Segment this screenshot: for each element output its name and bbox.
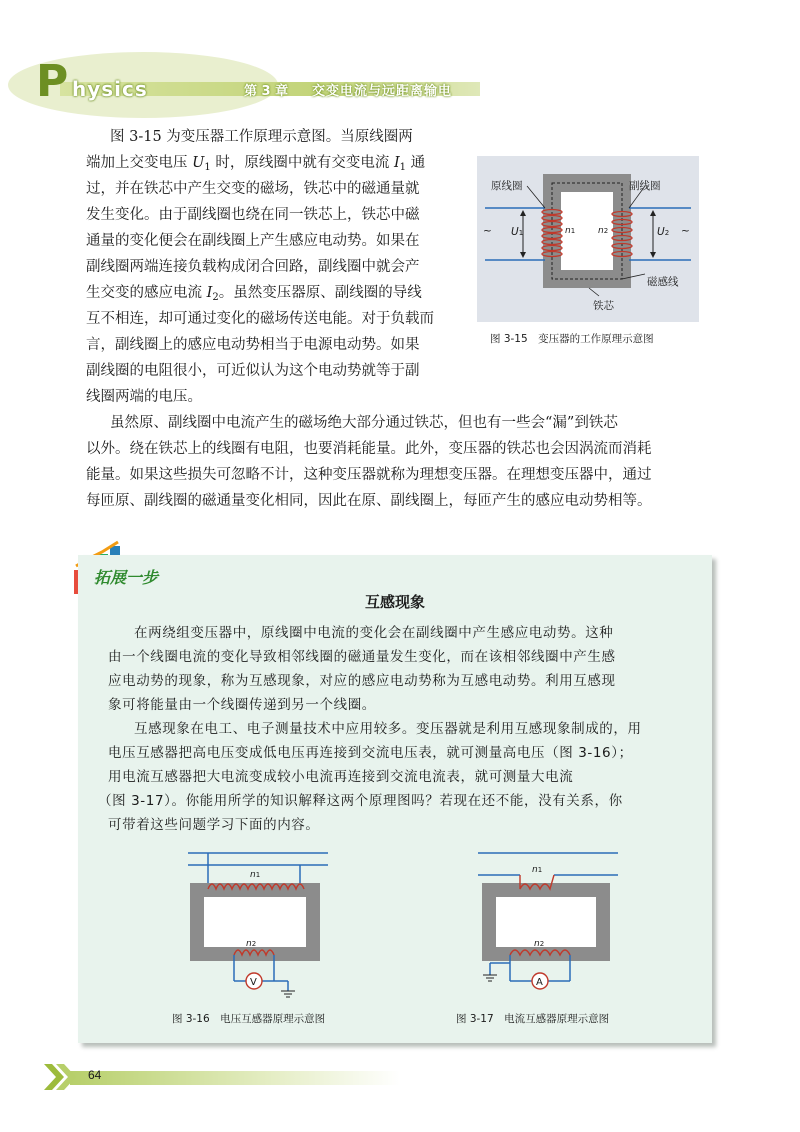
page-number: 64 (88, 1068, 102, 1082)
p1-line-1: 图 3-15 为变压器工作原理示意图。当原线圈两 (110, 129, 413, 145)
p2-line-4: 每匝原、副线圈的磁通量变化相同，因此在原、副线圈上，每匝产生的感应电动势相等。 (86, 493, 652, 509)
fig16-n1: n1 (250, 870, 261, 880)
header-logo-initial: P (36, 56, 69, 107)
label-n2: n2 (598, 226, 609, 236)
tilde-right: ~ (681, 225, 690, 237)
p2-line-3: 能量。如果这些损失可忽略不计，这种变压器就称为理想变压器。在理想变压器中，通过 (86, 467, 652, 483)
p1-line-3: 过，并在铁芯中产生交变的磁场，铁芯中的磁通量就 (86, 181, 420, 197)
label-u1: U1 (511, 226, 524, 238)
figure-3-15 (477, 156, 699, 322)
tilde-left: ~ (483, 225, 492, 237)
p1-line-2: 端加上交变电压 $U_1$ 时，原线圈中就有交变电流 $I_1$ 通 (86, 155, 426, 173)
figure-3-17-diagram (468, 845, 628, 1005)
u2-arrow-head-top (650, 210, 656, 216)
p1-line-4: 发生变化。由于副线圈也绕在同一铁芯上，铁芯中磁 (86, 207, 420, 223)
u1-arrow-head-top (520, 210, 526, 216)
u2-arrow-head-bottom (650, 252, 656, 258)
label-core: 铁芯 (593, 300, 614, 312)
ext-line-9: 可带着这些问题学习下面的内容。 (108, 817, 320, 833)
footer-chevrons-icon (44, 1064, 80, 1090)
figure-3-17-caption: 图 3-17 电流互感器原理示意图 (456, 1013, 610, 1025)
p1-line-11: 线圈两端的电压。 (86, 389, 202, 405)
p1-line-7: 生交变的感应电流 $I_2$。虽然变压器原、副线圈的导线 (86, 285, 422, 303)
label-u2: U2 (657, 226, 670, 238)
footer-bar (70, 1071, 400, 1085)
fig17-n1: n1 (532, 865, 543, 875)
p1-line-9: 言，副线圈上的感应电动势相当于电源电动势。如果 (86, 337, 420, 353)
p2-line-1: 虽然原、副线圈中电流产生的磁场绝大部分通过铁芯，但也有一些会“漏”到铁芯 (110, 415, 618, 431)
fig17-n2: n2 (534, 939, 545, 949)
ext-line-3: 应电动势的现象，称为互感现象，对应的感应电动势称为互感电动势。利用互感现 (108, 673, 616, 689)
header-logo-text: hysics (72, 77, 148, 101)
p1-line-5: 通量的变化便会在副线圈上产生感应电动势。如果在 (86, 233, 420, 249)
chapter-title: 交变电流与远距离输电 (312, 84, 453, 99)
p1-line-8: 互不相连，却可通过变化的磁场传送电能。对于负载而 (86, 311, 434, 327)
meter-a-label: A (536, 977, 543, 988)
leader-core (589, 288, 599, 296)
extension-box (78, 555, 712, 1043)
p1-line-6: 副线圈两端连接负载构成闭合回路，副线圈中就会产 (86, 259, 420, 275)
p1-line-10: 副线圈的电阻很小，可近似认为这个电动势就等于副 (86, 363, 420, 379)
ext-line-5: 互感现象在电工、电子测量技术中应用较多。变压器就是利用互感现象制成的，用 (134, 721, 642, 737)
label-secondary-coil: 副线圈 (629, 180, 661, 192)
ext-line-1: 在两绕组变压器中，原线圈中电流的变化会在副线圈中产生感应电动势。这种 (134, 625, 614, 641)
u1-arrow-head-bottom (520, 252, 526, 258)
label-n1: n1 (565, 226, 576, 236)
ext-line-2: 由一个线圈电流的变化导致相邻线圈的磁通量发生变化，而在该相邻线圈中产生感 (108, 649, 616, 665)
figure-3-16-caption: 图 3-16 电压互感器原理示意图 (172, 1013, 326, 1025)
ext-line-6: 电压互感器把高电压变成低电压再连接到交流电压表，就可测量高电压（图 3-16）； (108, 745, 633, 761)
ext-line-8: （图 3-17）。你能用所学的知识解释这两个原理图吗？若现在还不能，没有关系，你 (98, 793, 623, 809)
figure-3-15-caption: 图 3-15 变压器的工作原理示意图 (490, 333, 654, 345)
extension-title: 互感现象 (364, 593, 425, 611)
chapter-number: 第 3 章 (244, 84, 289, 99)
figure-3-16-diagram (178, 845, 338, 1005)
label-flux: 磁感线 (647, 276, 679, 288)
ext-line-4: 象可将能量由一个线圈传递到另一个线圈。 (108, 697, 376, 713)
ext-line-7: 用电流互感器把大电流变成较小电流再连接到交流电流表，就可测量大电流 (108, 769, 574, 785)
leader-primary (527, 186, 545, 208)
p2-line-2: 以外。绕在铁芯上的线圈有电阻，也要消耗能量。此外，变压器的铁芯也会因涡流而消耗 (86, 441, 652, 457)
meter-v-label: V (250, 977, 257, 988)
label-primary-coil: 原线圈 (491, 180, 523, 192)
fig16-n2: n2 (246, 939, 257, 949)
extension-label: 拓展一步 (94, 568, 159, 587)
